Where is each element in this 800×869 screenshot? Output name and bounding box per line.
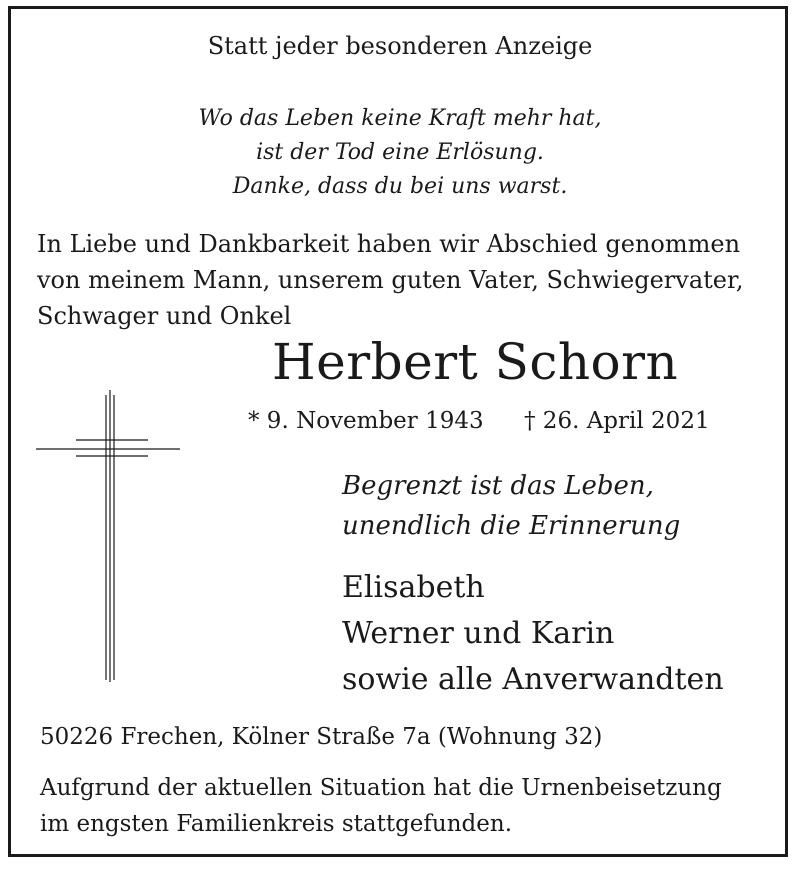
motto-line: Danke, dass du bei uns warst.: [232, 174, 568, 199]
quote-line: Begrenzt ist das Leben,: [342, 471, 654, 501]
life-dates: [248, 408, 710, 434]
intro-line: Schwager und Onkel: [37, 302, 292, 330]
note-line: Aufgrund der aktuellen Situation hat die Urnenbeisetzung: [40, 775, 722, 801]
intro-text: [37, 226, 743, 334]
mourners-list: [342, 565, 724, 703]
mourner-entry: Werner und Karin: [342, 616, 615, 651]
death-date: † 26. April 2021: [524, 408, 710, 434]
intro-line: In Liebe und Dankbarkeit haben wir Abschied genommen: [37, 230, 741, 258]
motto-line: Wo das Leben keine Kraft mehr hat,: [198, 106, 602, 131]
motto-line: ist der Tod eine Erlösung.: [256, 140, 544, 165]
burial-note: [40, 770, 722, 842]
intro-line: von meinem Mann, unserem guten Vater, Schwiegervater,: [37, 266, 744, 294]
address: 50226 Frechen, Kölner Straße 7a (Wohnung 32): [40, 724, 603, 750]
notice-header: Statt jeder besonderen Anzeige: [207, 32, 593, 60]
mourner-entry: Elisabeth: [342, 570, 485, 605]
memorial-quote: [342, 466, 680, 546]
mourner-entry: sowie alle Anverwandten: [342, 662, 724, 697]
cross-icon: [36, 350, 182, 682]
note-line: im engsten Familienkreis stattgefunden.: [40, 811, 513, 837]
birth-date: * 9. November 1943: [248, 408, 484, 434]
motto-verse: [0, 102, 800, 204]
deceased-name: Herbert Schorn: [272, 333, 679, 391]
quote-line: unendlich die Erinnerung: [342, 511, 681, 541]
